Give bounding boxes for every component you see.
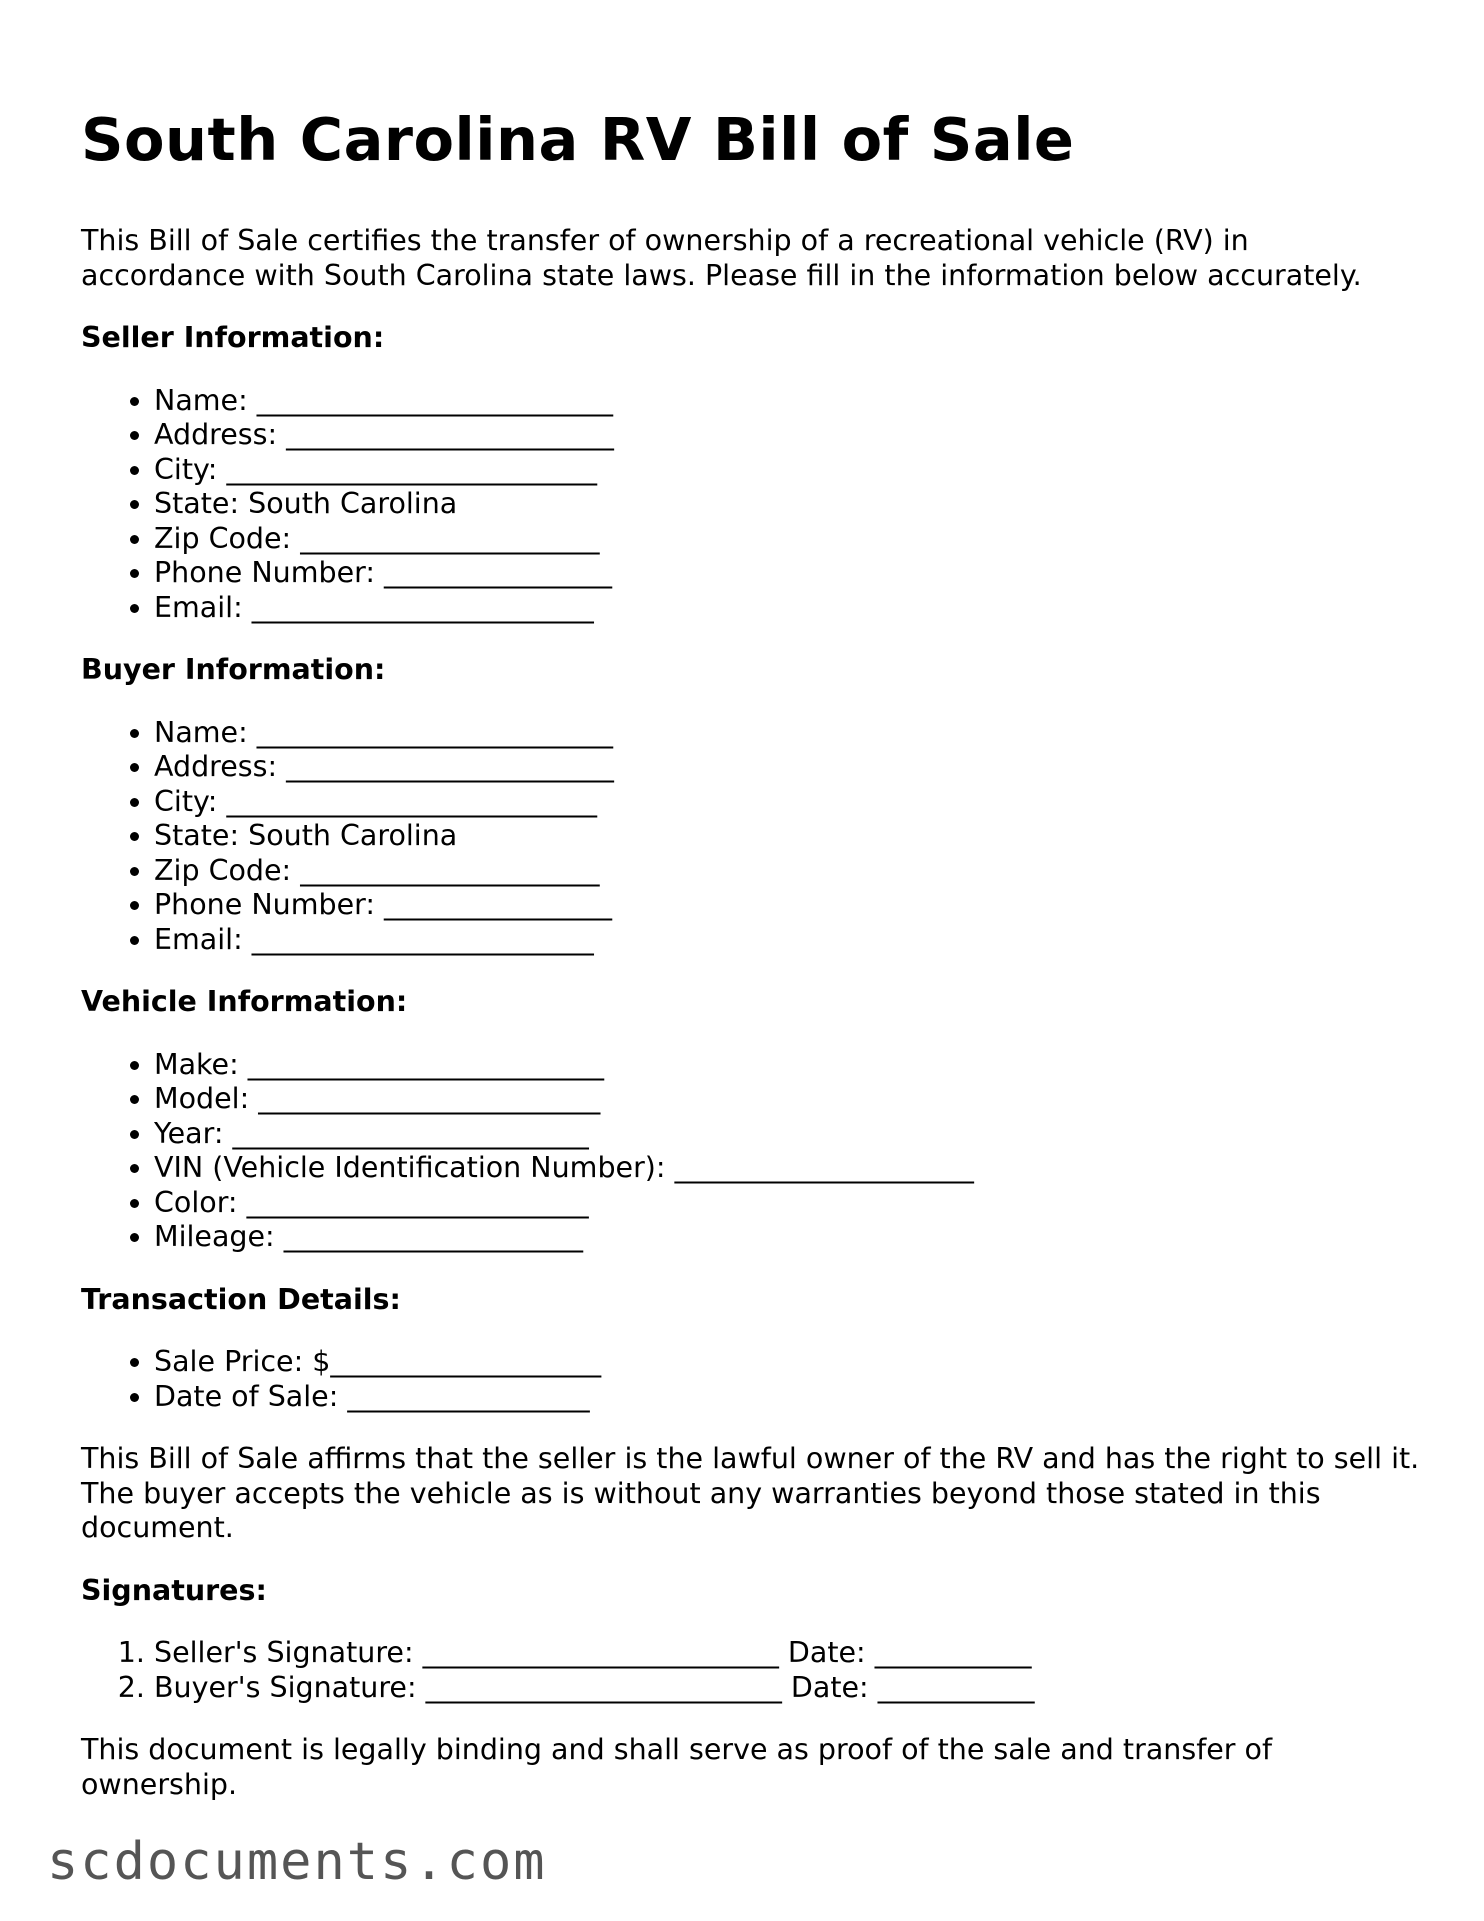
watermark: scdocuments.com xyxy=(47,1832,547,1892)
vehicle-list xyxy=(81,1048,1421,1255)
seller-address-field: • Address: _______________________ xyxy=(154,418,1421,453)
sale-price-field: • Sale Price: $___________________ xyxy=(154,1345,1421,1380)
buyer-zip-field: • Zip Code: _____________________ xyxy=(154,854,1421,889)
intro-paragraph: This Bill of Sale certifies the transfer of ownership of a recreational vehicle (RV) in accordance with South Carolina state laws. Please fill in the information below accurately. xyxy=(81,224,1362,292)
seller-phone-field: • Phone Number: ________________ xyxy=(154,556,1421,591)
sale-date-field: • Date of Sale: _________________ xyxy=(154,1380,1421,1415)
vehicle-year-field: • Year: _________________________ xyxy=(154,1117,1421,1152)
page-title: South Carolina RV Bill of Sale xyxy=(81,105,1075,174)
buyer-name-field: • Name: _________________________ xyxy=(154,716,1421,751)
vehicle-model-field: • Model: ________________________ xyxy=(154,1082,1421,1117)
closing-paragraph: This document is legally binding and shall serve as proof of the sale and transfer of ownership. xyxy=(81,1733,1273,1801)
vehicle-heading: Vehicle Information: xyxy=(81,985,408,1018)
buyer-email-field: • Email: ________________________ xyxy=(154,923,1421,958)
buyer-city-field: • City: __________________________ xyxy=(154,785,1421,820)
vehicle-color-field: • Color: ________________________ xyxy=(154,1186,1421,1221)
seller-list xyxy=(81,384,1421,626)
seller-zip-field: • Zip Code: _____________________ xyxy=(154,522,1421,557)
seller-heading: Seller Information: xyxy=(81,321,385,354)
transaction-list xyxy=(81,1345,1421,1414)
buyer-list xyxy=(81,716,1421,958)
signatures-heading: Signatures: xyxy=(81,1573,267,1607)
buyer-address-field: • Address: _______________________ xyxy=(154,750,1421,785)
signatures-list xyxy=(81,1636,1421,1705)
vehicle-mileage-field: • Mileage: _____________________ xyxy=(154,1220,1421,1255)
document-page xyxy=(81,100,1421,1830)
vehicle-vin-field: • VIN (Vehicle Identification Number): _____________________ xyxy=(154,1151,1421,1186)
buyer-signature-line: 2. Buyer's Signature: _________________________ Date: ___________ xyxy=(154,1671,1421,1706)
vehicle-make-field: • Make: _________________________ xyxy=(154,1048,1421,1083)
buyer-heading: Buyer Information: xyxy=(81,653,386,686)
affirmation-paragraph: This Bill of Sale affirms that the seller is the lawful owner of the RV and has the right to sell it. The buyer accepts the vehicle as is without any warranties beyond those stated in this document. xyxy=(81,1442,1420,1544)
buyer-state-field: • State: South Carolina xyxy=(154,819,1421,854)
transaction-heading: Transaction Details: xyxy=(81,1282,401,1316)
seller-email-field: • Email: ________________________ xyxy=(154,591,1421,626)
buyer-phone-field: • Phone Number: ________________ xyxy=(154,888,1421,923)
seller-state-field: • State: South Carolina xyxy=(154,487,1421,522)
seller-signature-line: 1. Seller's Signature: _________________________ Date: ___________ xyxy=(154,1636,1421,1671)
seller-name-field: • Name: _________________________ xyxy=(154,384,1421,419)
seller-city-field: • City: __________________________ xyxy=(154,453,1421,488)
